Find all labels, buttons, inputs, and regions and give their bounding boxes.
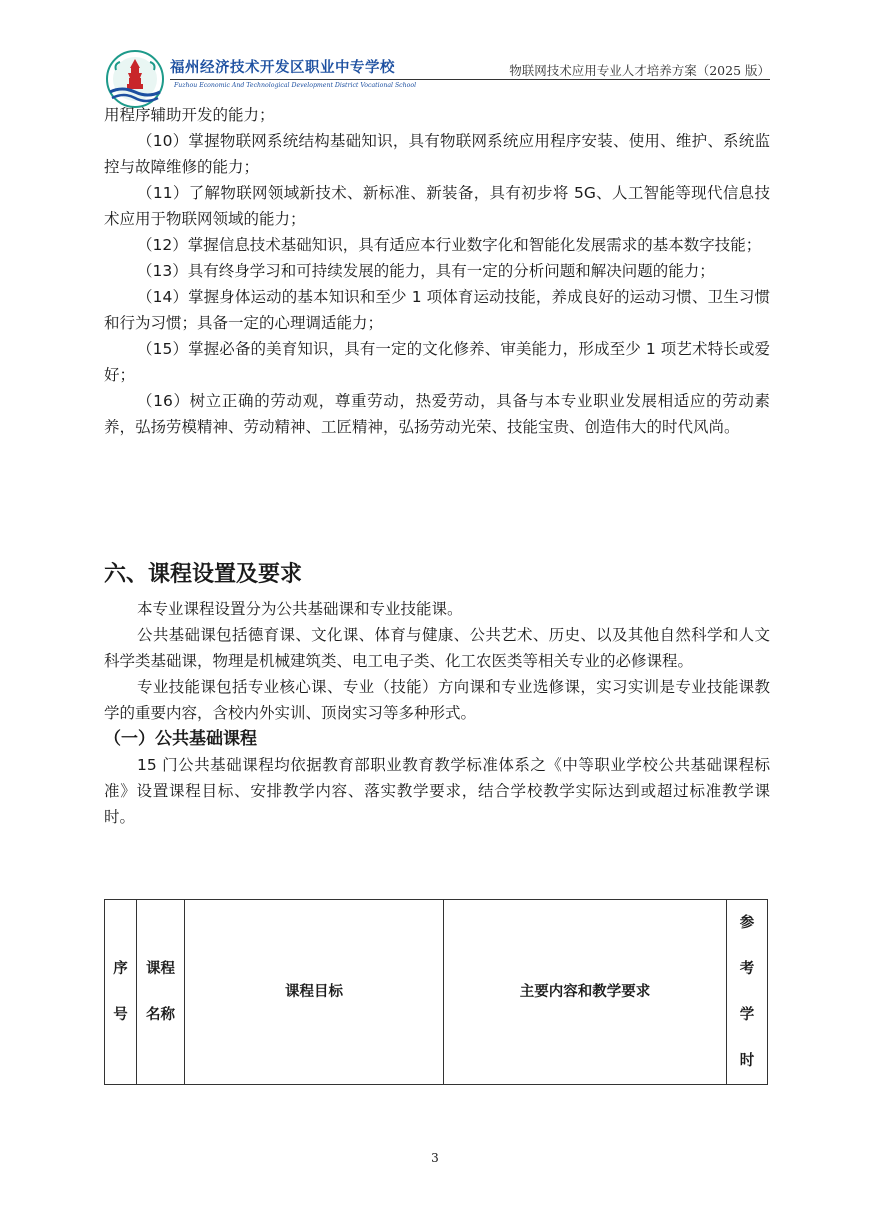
header-course-name: 课程名称 <box>137 900 185 1085</box>
header-course-goal: 课程目标 <box>185 900 444 1085</box>
school-name-cn: 福州经济技术开发区职业中专学校 <box>170 60 395 76</box>
list-item: （16）树立正确的劳动观，尊重劳动，热爱劳动，具备与本专业职业发展相适应的劳动素养，弘扬劳模精神、劳动精神、工匠精神，弘扬劳动光荣、技能宝贵、创造伟大的时代风尚。 <box>104 392 770 436</box>
paragraph: 15 门公共基础课程均依据教育部职业教育教学标准体系之《中等职业学校公共基础课程标准》设置课程目标、安排教学内容、落实教学要求，结合学校教学实际达到或超过标准教学课时。 <box>104 756 770 826</box>
table-header-row <box>105 900 768 1085</box>
header-content-requirements: 主要内容和教学要求 <box>444 900 727 1085</box>
paragraph: 用程序辅助开发的能力； <box>104 106 275 124</box>
header-ref-hours: 参考学时 <box>727 900 768 1085</box>
list-item: （10）掌握物联网系统结构基础知识，具有物联网系统应用程序安装、使用、维护、系统监控与故障维修的能力； <box>104 132 770 176</box>
list-item: （13）具有终身学习和可持续发展的能力，具有一定的分析问题和解决问题的能力； <box>137 262 715 280</box>
paragraph: 公共基础课包括德育课、文化课、体育与健康、公共艺术、历史、以及其他自然科学和人文科学类基础课，物理是机械建筑类、电工电子类、化工农医类等相关专业的必修课程。 <box>104 626 770 670</box>
ability-list <box>104 102 770 440</box>
list-item: （12）掌握信息技术基础知识，具有适应本行业数字化和智能化发展需求的基本数字技能； <box>137 236 762 254</box>
subsection-heading: （一）公共基础课程 <box>104 729 257 749</box>
list-item: （14）掌握身体运动的基本知识和至少 1 项体育运动技能，养成良好的运动习惯、卫生习惯和行为习惯；具备一定的心理调适能力； <box>104 288 770 332</box>
list-item: （11）了解物联网领域新技术、新标准、新装备，具有初步将 5G、人工智能等现代信息技术应用于物联网领域的能力； <box>104 184 770 228</box>
list-item: （15）掌握必备的美育知识，具有一定的文化修养、审美能力，形成至少 1 项艺术特长或爱好； <box>104 340 770 384</box>
page-number: 3 <box>431 1151 439 1165</box>
header-rule <box>170 79 770 80</box>
paragraph: 专业技能课包括专业核心课、专业（技能）方向课和专业选修课，实习实训是专业技能课教学的重要内容，含校内外实训、顶岗实习等多种形式。 <box>104 678 770 722</box>
page-header <box>104 48 770 108</box>
school-logo <box>104 50 166 108</box>
plan-title: 物联网技术应用专业人才培养方案（2025 版） <box>509 63 770 78</box>
header-index: 序号 <box>105 900 137 1085</box>
paragraph: 本专业课程设置分为公共基础课和专业技能课。 <box>137 600 463 618</box>
course-table <box>104 899 768 1085</box>
school-name-en: Fuzhou Economic And Technological Development District Vocational School <box>174 82 417 89</box>
section-body <box>104 596 770 830</box>
section-heading: 六、课程设置及要求 <box>104 562 303 587</box>
